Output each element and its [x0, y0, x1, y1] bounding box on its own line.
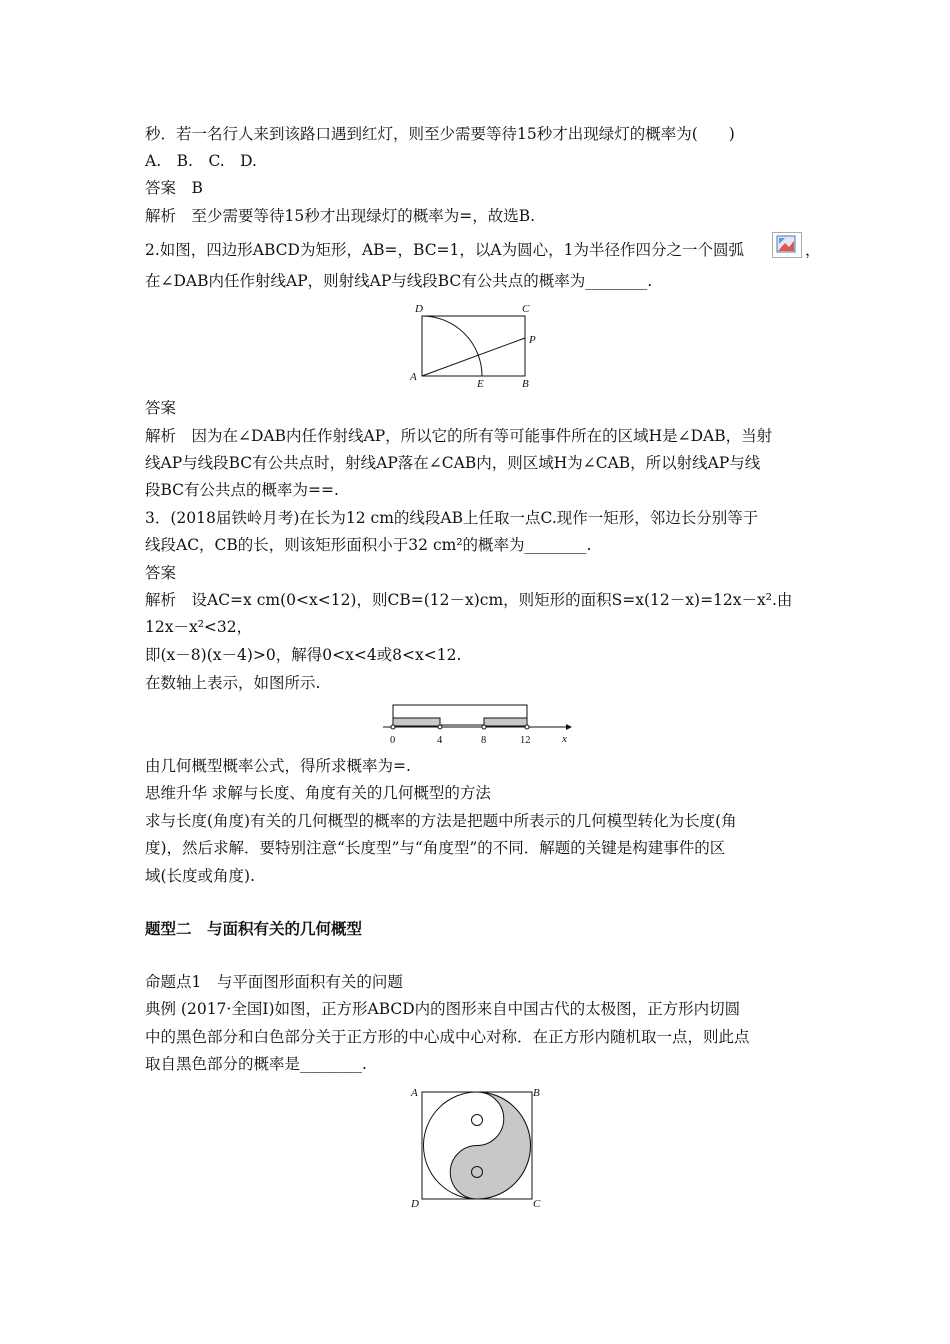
- analysis-line: 线AP与线段BC有公共点时，射线AP落在∠CAB内，则区域H为∠CAB，所以射线AP与线: [145, 454, 761, 472]
- label-d: D: [411, 1198, 419, 1210]
- text-line: 由几何概型概率公式，得所求概率为=.: [145, 757, 411, 775]
- taiji-square-figure: [402, 1080, 552, 1215]
- summary-line: 求与长度(角度)有关的几何概型的概率的方法是把题中所表示的几何模型转化为长度(角: [145, 812, 737, 830]
- example-line: 中的黑色部分和白色部分关于正方形的中心成中心对称．在正方形内随机取一点，则此点: [145, 1028, 750, 1046]
- tick-12: 12: [520, 735, 531, 746]
- label-a: A: [411, 1087, 418, 1099]
- analysis-line: 在数轴上表示，如图所示.: [145, 674, 321, 692]
- analysis-line: 段BC有公共点的概率为==.: [145, 481, 339, 499]
- label-b: B: [522, 378, 529, 390]
- label-a: A: [410, 371, 417, 383]
- tick-4: 4: [437, 735, 443, 746]
- analysis-line: 解析 因为在∠DAB内任作射线AP，所以它的所有等可能事件所在的区域H是∠DAB，当射: [145, 427, 773, 445]
- tick-8: 8: [481, 735, 487, 746]
- rectangle-figure: [405, 298, 555, 390]
- question-3: 3．(2018届铁岭月考)在长为12 cm的线段AB上任取一点C.现作一矩形，邻边长分别等于: [145, 509, 759, 527]
- label-p: P: [529, 334, 536, 346]
- question-2-line2: 在∠DAB内任作射线AP，则射线AP与线段BC有公共点的概率为________.: [145, 272, 653, 290]
- answer-label: 答案: [145, 399, 177, 417]
- broken-image-icon: [772, 232, 802, 258]
- label-c: C: [522, 303, 530, 315]
- analysis-line: 解析 设AC=x cm(0<x<12)，则CB=(12－x)cm，则矩形的面积S=x(12－x)=12x－x².由: [145, 591, 793, 609]
- answer-options: A. B. C. D.: [145, 152, 257, 170]
- analysis-line: 即(x－8)(x－4)>0，解得0<x<4或8<x<12.: [145, 646, 462, 664]
- label-b: B: [533, 1087, 540, 1099]
- answer-label: 答案 B: [145, 179, 203, 197]
- answer-label: 答案: [145, 564, 177, 582]
- subheading: 命题点1 与平面图形面积有关的问题: [145, 973, 403, 991]
- analysis-line: 解析 至少需要等待15秒才出现绿灯的概率为=，故选B.: [145, 207, 536, 225]
- axis-x-label: x: [562, 733, 567, 745]
- section-heading: 题型二 与面积有关的几何概型: [145, 920, 363, 938]
- example-line: 典例 (2017·全国Ⅰ)如图，正方形ABCD内的图形来自中国古代的太极图，正方形内切圆: [145, 1000, 741, 1018]
- example-line: 取自黑色部分的概率是________.: [145, 1055, 367, 1073]
- label-c: C: [533, 1198, 541, 1210]
- comma: ，: [805, 241, 821, 259]
- label-e: E: [477, 378, 484, 390]
- tick-0: 0: [390, 735, 396, 746]
- summary-heading: 思维升华 求解与长度、角度有关的几何概型的方法: [145, 784, 491, 802]
- question-3-line2: 线段AC，CB的长，则该矩形面积小于32 cm²的概率为________.: [145, 536, 592, 554]
- label-d: D: [415, 303, 423, 315]
- text-line: 秒．若一名行人来到该路口遇到红灯，则至少需要等待15秒才出现绿灯的概率为( ): [145, 125, 735, 143]
- number-line-figure: [378, 700, 578, 750]
- question-2: 2.如图，四边形ABCD为矩形，AB=，BC=1，以A为圆心，1为半径作四分之一个圆弧: [145, 241, 744, 259]
- summary-line: 度)，然后求解．要特别注意“长度型”与“角度型”的不同．解题的关键是构建事件的区: [145, 839, 726, 857]
- analysis-line: 12x－x²<32，: [145, 618, 253, 636]
- summary-line: 域(长度或角度).: [145, 867, 256, 885]
